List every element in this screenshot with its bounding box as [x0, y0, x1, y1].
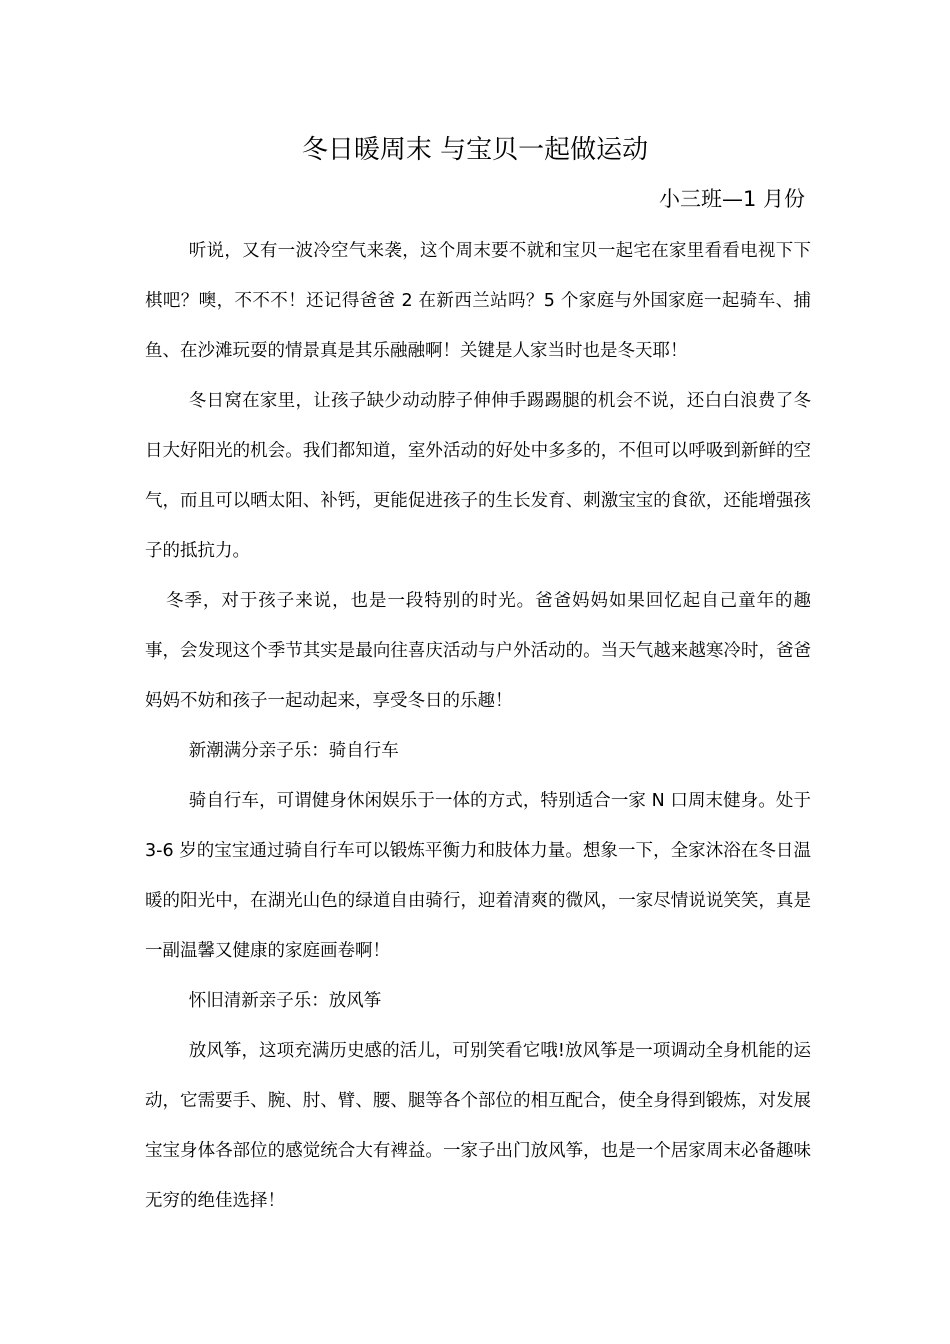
- paragraph-kite: 放风筝，这项充满历史感的活儿，可别笑看它哦!放风筝是一项调动全身机能的运动，它需要手、腕、肘、臂、腰、腿等各个部位的相互配合，使全身得到锻炼，对发展宝宝身体各部位的感觉统合大有裨益。一家子出门放风筝，也是一个居家周末必备趣味无穷的绝佳选择！: [145, 1041, 811, 1211]
- paragraph-cycling: 骑自行车，可谓健身休闲娱乐于一体的方式，特别适合一家 N 口周末健身。处于 3-6 岁的宝宝通过骑自行车可以锻炼平衡力和肢体力量。想象一下，全家沐浴在冬日温暖的阳光中，在湖光山色的绿道自由骑行，迎着清爽的微风，一家尽情说说笑笑，真是一副温馨又健康的家庭画卷啊！: [145, 791, 811, 961]
- paragraph-winter-season: 冬季，对于孩子来说，也是一段特别的时光。爸爸妈妈如果回忆起自己童年的趣事，会发现这个季节其实是最向往喜庆活动与户外活动的。当天气越来越寒冷时，爸爸妈妈不妨和孩子一起动起来，享受冬日的乐趣！: [145, 591, 811, 711]
- document-body: [145, 226, 811, 1226]
- section-heading-cycling: 新潮满分亲子乐：骑自行车: [188, 741, 399, 761]
- section-heading-kite: 怀旧清新亲子乐：放风筝: [188, 991, 382, 1011]
- paragraph-winter-home: 冬日窝在家里，让孩子缺少动动脖子伸伸手踢踢腿的机会不说，还白白浪费了冬日大好阳光的机会。我们都知道，室外活动的好处中多多的，不但可以呼吸到新鲜的空气，而且可以晒太阳、补钙，更能促进孩子的生长发育、刺激宝宝的食欲，还能增强孩子的抵抗力。: [145, 391, 811, 561]
- document-title: 冬日暖周末 与宝贝一起做运动: [301, 135, 649, 165]
- paragraph-intro: 听说，又有一波冷空气来袭，这个周末要不就和宝贝一起宅在家里看看电视下下棋吧？噢，不不不！还记得爸爸 2 在新西兰站吗？5 个家庭与外国家庭一起骑车、捕鱼、在沙滩玩耍的情景真是其乐融融啊！关键是人家当时也是冬天耶！: [145, 241, 811, 361]
- document-subtitle: 小三班—1 月份: [658, 187, 805, 211]
